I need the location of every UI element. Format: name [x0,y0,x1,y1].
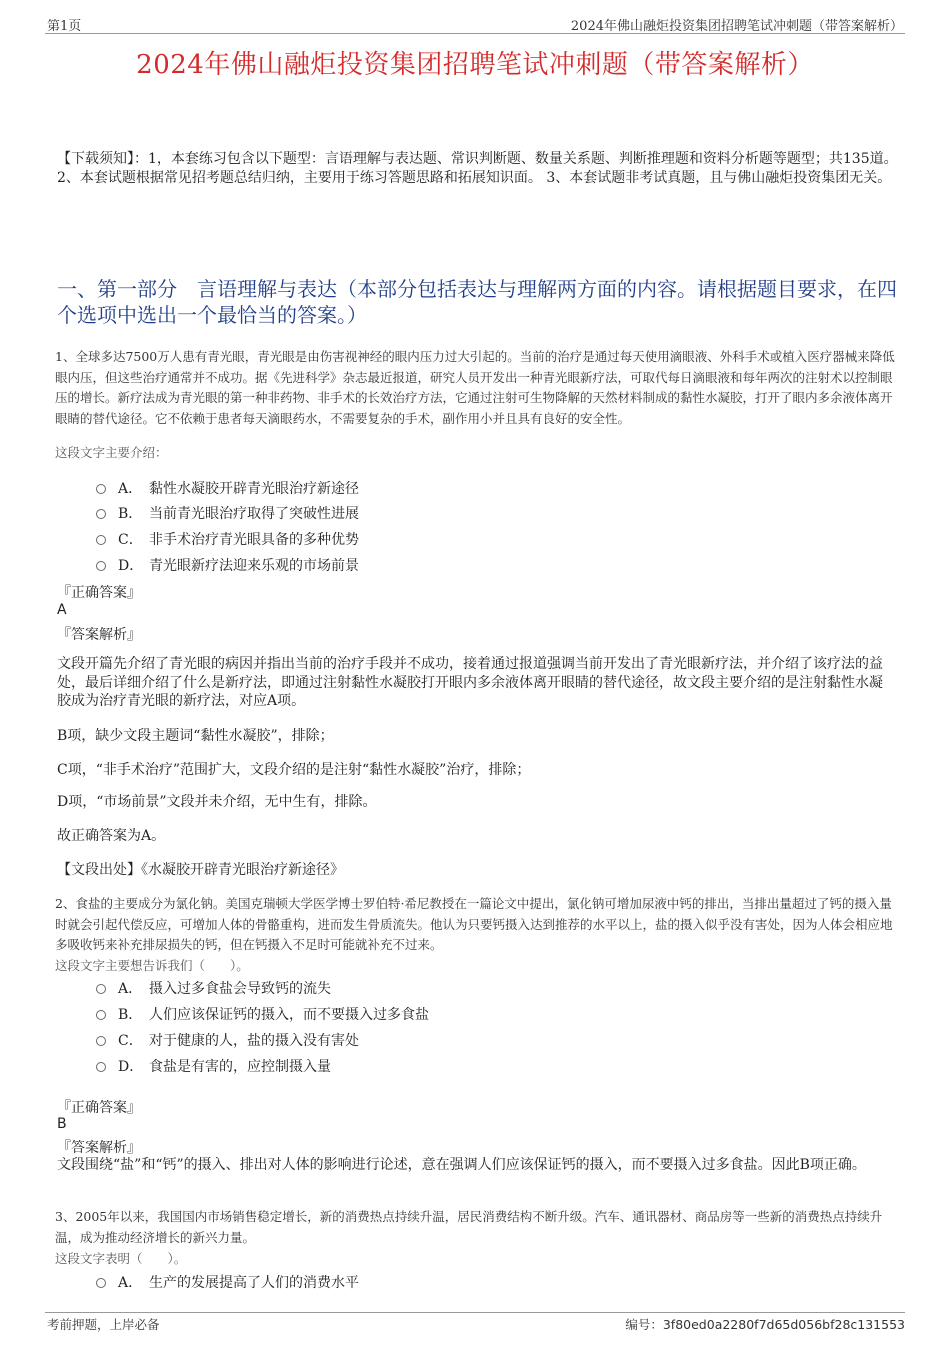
option-letter: C． [118,532,143,548]
question-1-option-a[interactable] [96,478,359,498]
question-3-text: 3、2005年以来，我国国内市场销售稳定增长，新的消费热点持续升温，居民消费结构不断升级。汽车、通讯器材、商品房等一些新的消费热点持续升温，成为推动经济增长的新兴力量。 [55,1209,883,1245]
radio-icon[interactable] [96,561,106,571]
question-1-prompt: 这段文字主要介绍： [55,445,168,460]
question-1-text: 1、全球多达7500万人患有青光眼，青光眼是由伤害视神经的眼内压力过大引起的。当前的治疗是通过每天使用滴眼液、外科手术或植入医疗器械来降低眼内压，但这些治疗通常并不成功。据《先进科学》杂志最近报道，研究人员开发出一种青光眼新疗法，可取代每日滴眼液和每年两次的注射术以控制眼压的增长。新疗法成为青光眼的第一种非药物、非手术的长效治疗方法，它通过注射可生物降解的天然材料制成的黏性水凝胶，打开了眼内多余液体离开眼睛的替代途径。它不依赖于患者每天滴眼药水，不需要复杂的手术，副作用小并且具有良好的安全性。 [55,349,895,426]
option-text: 摄入过多食盐会导致钙的流失 [149,981,331,997]
footer-slogan: 考前押题，上岸必备 [47,1317,160,1332]
question-2-option-a[interactable] [96,978,331,998]
section-heading: 一、第一部分 言语理解与表达（本部分包括表达与理解两方面的内容。请根据题目要求，在四个选项中选出一个最恰当的答案。） [57,277,897,327]
page-number: 第1页 [47,19,82,34]
question-1-analysis-main: 文段开篇先介绍了青光眼的病因并指出当前的治疗手段并不成功，接着通过报道强调当前开发出了青光眼新疗法，并介绍了该疗法的益处，最后详细介绍了什么是新疗法，即通过注射黏性水凝胶打开眼内多余液体离开眼睛的替代途径，故文段主要介绍的是注射黏性水凝胶成为治疗青光眼的新疗法，对应A项。 [57,656,883,709]
question-1-answer-label: 『正确答案』 [57,585,141,601]
radio-icon[interactable] [96,984,106,994]
question-2-option-c[interactable] [96,1030,359,1050]
radio-icon[interactable] [96,1010,106,1020]
header-divider [45,33,905,34]
question-2-analysis-label: 『答案解析』 [57,1140,141,1156]
radio-icon[interactable] [96,1036,106,1046]
question-1-analysis-b: B项，缺少文段主题词“黏性水凝胶”，排除； [57,728,334,744]
document-code-value: 3f80ed0a2280f7d65d056bf28c131553 [662,1317,905,1332]
question-3-option-a[interactable] [96,1272,359,1292]
option-text: 人们应该保证钙的摄入，而不要摄入过多食盐 [149,1007,429,1023]
question-1-answer: A [57,602,67,618]
question-1-analysis-c: C项，“非手术治疗”范围扩大，文段介绍的是注射“黏性水凝胶”治疗，排除； [57,762,531,778]
question-2-text: 2、食盐的主要成分为氯化钠。美国克瑞顿大学医学博士罗伯特·希尼教授在一篇论文中提出，氯化钠可增加尿液中钙的排出，当排出量超过了钙的摄入量时就会引起代偿反应，可增加人体的骨骼重构，进而发生骨质流失。他认为只要钙摄入达到推荐的水平以上，盐的摄入似乎没有害处，因为人体会相应地多吸收钙来补充排尿损失的钙，但在钙摄入不足时可能就补充不过来。 [55,896,893,952]
question-1-conclusion: 故正确答案为A。 [57,828,166,844]
option-letter: B． [118,1007,143,1023]
option-letter: A． [118,1275,143,1291]
question-1-option-c[interactable] [96,529,359,549]
radio-icon[interactable] [96,484,106,494]
question-2-answer: B [57,1116,67,1132]
document-title: 2024年佛山融炬投资集团招聘笔试冲刺题（带答案解析） [136,50,814,80]
option-letter: B． [118,506,143,522]
question-1-analysis-d: D项，“市场前景”文段并未介绍，无中生有，排除。 [57,794,377,810]
option-text: 食盐是有害的，应控制摄入量 [149,1059,331,1075]
option-letter: D． [118,1059,144,1075]
option-letter: D． [118,558,144,574]
document-code-label: 编号： [625,1317,663,1332]
question-2-option-d[interactable] [96,1056,331,1076]
download-notice: 【下载须知】：1，本套练习包含以下题型：言语理解与表达题、常识判断题、数量关系题、判断推理题和资料分析题等题型；共135道。 2、本套试题根据常见招考题总结归纳，主要用于练习答题思路和拓展知识面。 3、本套试题非考试真题，且与佛山融炬投资集团无关。 [57,151,898,186]
question-1-option-d[interactable] [96,555,359,575]
radio-icon[interactable] [96,535,106,545]
option-letter: A． [118,481,143,497]
option-letter: A． [118,981,143,997]
option-text: 当前青光眼治疗取得了突破性进展 [149,506,359,522]
option-text: 非手术治疗青光眼具备的多种优势 [149,532,359,548]
option-text: 生产的发展提高了人们的消费水平 [149,1275,359,1291]
footer-divider [45,1312,905,1313]
question-2-analysis: 文段围绕“盐”和“钙”的摄入、排出对人体的影响进行论述，意在强调人们应该保证钙的摄入，而不要摄入过多食盐。因此B项正确。 [57,1157,866,1173]
question-1-analysis-label: 『答案解析』 [57,627,141,643]
radio-icon[interactable] [96,1062,106,1072]
question-1-source: 【文段出处】《水凝胶开辟青光眼治疗新途径》 [57,862,344,878]
option-text: 青光眼新疗法迎来乐观的市场前景 [149,558,359,574]
radio-icon[interactable] [96,1278,106,1288]
option-text: 对于健康的人，盐的摄入没有害处 [149,1033,359,1049]
question-1-option-b[interactable] [96,503,359,523]
question-2-option-b[interactable] [96,1004,429,1024]
question-2-prompt: 这段文字主要想告诉我们（ ）。 [55,958,249,973]
option-text: 黏性水凝胶开辟青光眼治疗新途径 [149,481,359,497]
option-letter: C． [118,1033,143,1049]
question-2-answer-label: 『正确答案』 [57,1100,141,1116]
document-code [625,1315,905,1333]
question-3-prompt: 这段文字表明（ ）。 [55,1251,187,1266]
radio-icon[interactable] [96,509,106,519]
running-header-title: 2024年佛山融炬投资集团招聘笔试冲刺题（带答案解析） [570,19,903,34]
